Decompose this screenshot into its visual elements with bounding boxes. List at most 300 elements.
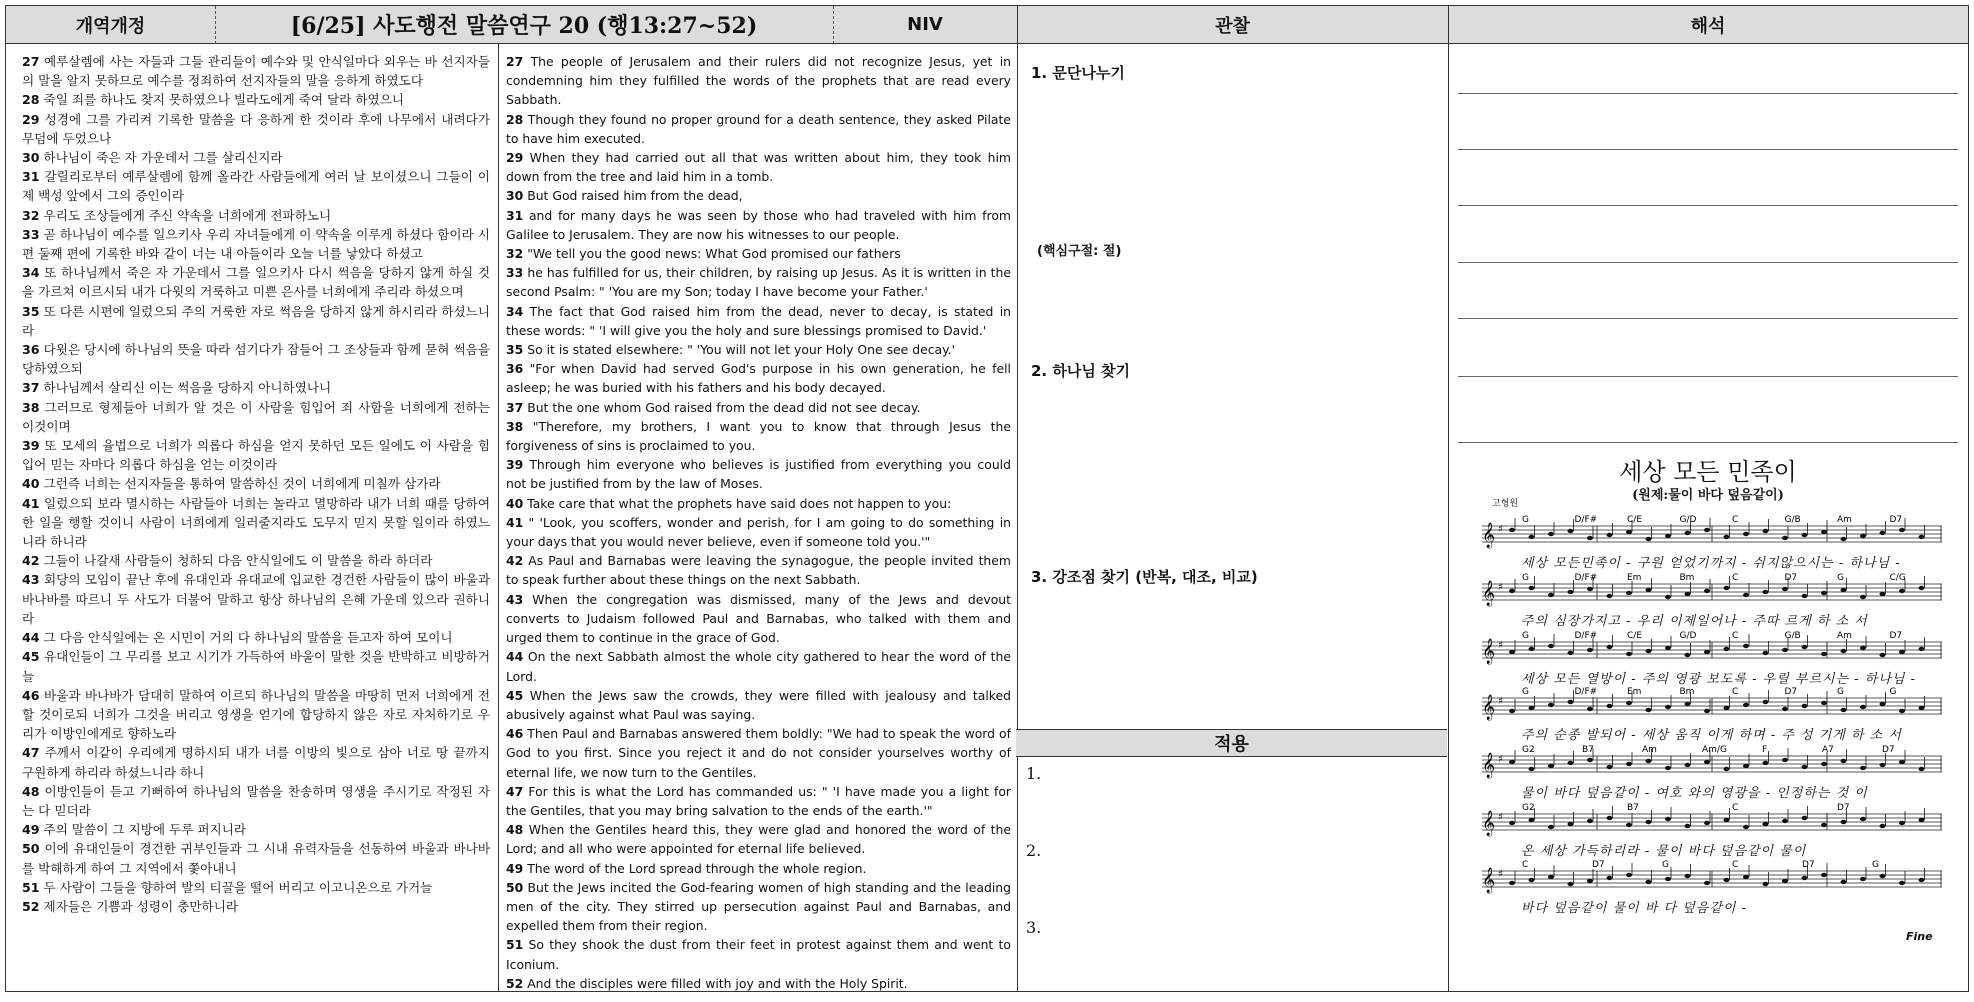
- verse-number: 27: [506, 54, 524, 69]
- interpret-line: [1458, 205, 1958, 206]
- sharp-icon: ♯: [1498, 812, 1503, 823]
- chord-symbol: G2: [1522, 803, 1535, 813]
- chord-symbol: C/E: [1627, 515, 1643, 525]
- verse-text: When they had carried out all that was written about him, they took him down from the tree and laid him in a tomb.: [506, 150, 1011, 185]
- observe-item-1: 1. 문단나누기: [1031, 64, 1125, 82]
- note: [1587, 648, 1593, 652]
- song-composer: 고형원: [1492, 499, 1519, 509]
- note: [1665, 534, 1671, 538]
- verse-text: 유대인들이 그 무리를 보고 시기가 가득하여 바울이 말한 것을 반박하고 비방하거늘: [22, 649, 490, 684]
- note: [1821, 591, 1827, 595]
- chord-symbol: D7: [1837, 803, 1850, 813]
- note: [1899, 589, 1905, 593]
- chord-symbol: G/D: [1679, 631, 1697, 641]
- verse-text: But the Jews incited the God-fearing women of high standing and the leading men of the city. They stirred up persecution against Paul and Barnabas, and expelled them from their region.: [506, 879, 1011, 934]
- ko-verse-40: [22, 474, 490, 493]
- verse-number: 38: [506, 418, 524, 434]
- sharp-icon: ♯: [1498, 524, 1503, 535]
- song-title: 세상 모든 민족이: [1619, 458, 1797, 486]
- note: [1899, 760, 1905, 764]
- apply-item-2: 2.: [1026, 841, 1042, 860]
- verse-number: 47: [22, 745, 40, 761]
- note: [1802, 816, 1808, 820]
- note: [1665, 595, 1671, 599]
- verse-number: 34: [22, 265, 40, 281]
- chord-symbol: D/F#: [1574, 631, 1598, 641]
- en-verse-46: [506, 724, 1011, 782]
- note: [1665, 705, 1671, 709]
- note: [1529, 818, 1535, 822]
- note: [1626, 591, 1632, 595]
- en-verse-49: [506, 859, 1011, 878]
- verse-text: 일렀으되 보라 멸시하는 사람들아 너희는 놀라고 멸망하라 내가 너희 때를 당하여 한 일을 행할 것이니 사람이 너희에게 일러줄지라도 도무지 믿지 못할 일이라 하였느니라 하니라: [22, 495, 490, 550]
- ko-verse-43: [22, 570, 490, 628]
- verse-number: 29: [506, 150, 524, 166]
- verse-number: 28: [506, 111, 524, 127]
- note: [1646, 708, 1652, 712]
- verse-number: 39: [22, 438, 40, 454]
- note: [1685, 702, 1691, 706]
- en-verse-48: [506, 820, 1011, 858]
- ko-verse-37: [22, 378, 490, 397]
- verse-number: 35: [506, 342, 524, 358]
- verse-number: 37: [506, 399, 524, 415]
- verse-text: 제자들은 기쁨과 성령이 충만하니라: [43, 898, 239, 914]
- note: [1646, 820, 1652, 824]
- note: [1607, 533, 1613, 537]
- note: [1607, 816, 1613, 820]
- verse-number: 38: [22, 399, 40, 415]
- note: [1704, 821, 1710, 825]
- note: [1919, 818, 1925, 822]
- verse-number: 52: [506, 975, 524, 991]
- note: [1860, 705, 1866, 709]
- note: [1743, 764, 1749, 768]
- verse-text: 두 사람이 그들을 향하여 발의 티끌을 떨어 버리고 이고니온으로 가거늘: [43, 879, 433, 895]
- ko-verse-45: [22, 647, 490, 685]
- note: [1724, 535, 1730, 539]
- verse-text: When the Gentiles heard this, they were glad and honored the word of the Lord; and all who were appointed for eternal life believed.: [506, 822, 1011, 857]
- note: [1841, 649, 1847, 653]
- verse-number: 42: [506, 553, 524, 569]
- ko-verse-33: [22, 225, 490, 263]
- note: [1568, 651, 1574, 655]
- treble-clef-icon: 𝄞: [1482, 868, 1496, 893]
- chord-symbol: D/F#: [1574, 687, 1598, 697]
- note: [1880, 874, 1886, 878]
- ko-verse-50: [22, 839, 490, 877]
- verse-number: 36: [22, 342, 40, 358]
- sharp-icon: ♯: [1498, 869, 1503, 880]
- note: [1626, 762, 1632, 766]
- note: [1743, 593, 1749, 597]
- note: [1665, 766, 1671, 770]
- verse-number: 30: [22, 150, 40, 166]
- en-verse-38: [506, 417, 1011, 455]
- en-verse-28: [506, 110, 1011, 148]
- note: [1802, 765, 1808, 769]
- verse-number: 49: [506, 860, 524, 876]
- note: [1782, 758, 1788, 762]
- verse-text: When the Jews saw the crowds, they were filled with jealousy and talked abusively against what Paul was saying.: [506, 687, 1011, 722]
- chord-symbol: D7: [1592, 860, 1605, 870]
- verse-number: 40: [506, 495, 524, 511]
- chord-symbol: C: [1522, 860, 1529, 870]
- note: [1821, 530, 1827, 534]
- verse-text: But God raised him from the dead,: [527, 188, 743, 204]
- note: [1509, 760, 1515, 764]
- note: [1743, 875, 1749, 879]
- note: [1607, 765, 1613, 769]
- note: [1899, 650, 1905, 654]
- note: [1704, 881, 1710, 885]
- note: [1802, 533, 1808, 537]
- note: [1646, 759, 1652, 763]
- note: [1607, 876, 1613, 880]
- chord-symbol: G2: [1522, 745, 1535, 755]
- verse-text: The fact that God raised him from the dead, never to decay, is stated in these words: " 'I will give you the holy and sure blessings promised to David.': [506, 303, 1011, 338]
- note: [1646, 588, 1652, 592]
- apply-item-1: 1.: [1026, 764, 1042, 783]
- treble-clef-icon: 𝄞: [1482, 753, 1496, 778]
- note: [1509, 881, 1515, 885]
- verse-number: 35: [22, 303, 40, 319]
- verse-text: 이방인들이 듣고 기뻐하여 하나님의 말씀을 찬송하며 영생을 주시기로 작정된 자는 다 믿더라: [22, 783, 490, 818]
- verse-number: 40: [22, 476, 40, 492]
- verse-text: " 'Look, you scoffers, wonder and perish, for I am going to do something in your days that you would never believe, even if someone told you.'": [506, 514, 1011, 550]
- note: [1626, 873, 1632, 877]
- verse-text: When the congregation was dismissed, many of the Jews and devout converts to Judaism followed Paul and Barnabas, who talked with them and urged them to continue in the grace of God.: [506, 591, 1011, 646]
- verse-number: 41: [22, 495, 40, 511]
- staff: [1482, 515, 1942, 548]
- lyric-line: 바다 덮음같이 물이 바 다 덮음같이 -: [1521, 901, 1747, 916]
- ko-verse-39: [22, 436, 490, 474]
- fine-mark: Fine: [1906, 930, 1933, 943]
- apply-header: 적용: [1016, 729, 1447, 757]
- note: [1704, 650, 1710, 654]
- lyric-line: 주의 순종 발되어 - 세상 움직 이게 하며 - 주 성 기게 하 소 서: [1521, 728, 1902, 743]
- verse-text: 이에 유대인들이 경건한 귀부인들과 그 시내 유력자들을 선동하여 바울과 바나바를 박해하게 하여 그 지역에서 쫓아내니: [22, 841, 490, 876]
- en-verse-37: [506, 398, 1011, 417]
- ko-verse-41: [22, 494, 490, 552]
- ko-verse-27: [22, 52, 490, 90]
- note: [1919, 878, 1925, 882]
- verse-number: 33: [22, 226, 40, 242]
- verse-text: 바울과 바나바가 담대히 말하여 이르되 하나님의 말씀을 마땅히 먼저 너희에게 전할 것이로되 너희가 그것을 버리고 영생을 얻기에 합당하지 않은 자로 자처하기로 우리가 이방인에게로 향하노라: [22, 687, 490, 742]
- ko-verse-32: [22, 206, 490, 225]
- note: [1782, 536, 1788, 540]
- note: [1899, 528, 1905, 532]
- ko-verse-52: [22, 897, 490, 916]
- header-observe: 관찰: [1017, 6, 1448, 44]
- verse-number: 32: [506, 246, 524, 262]
- note: [1802, 645, 1808, 649]
- ko-verse-42: [22, 551, 490, 570]
- verse-number: 51: [506, 937, 524, 953]
- chord-symbol: Am/G: [1702, 745, 1727, 755]
- note: [1724, 818, 1730, 822]
- chord-symbol: Am: [1837, 515, 1852, 525]
- chord-symbol: Am: [1837, 631, 1852, 641]
- verse-text: So it is stated elsewhere: " 'You will not let your Holy One see decay.': [527, 342, 956, 358]
- verse-text: 성경에 그를 가리켜 기록한 말씀을 다 응하게 한 것이라 후에 나무에서 내려다가 무덤에 두었으나: [22, 111, 490, 146]
- note: [1724, 878, 1730, 882]
- note: [1568, 529, 1574, 533]
- sharp-icon: ♯: [1498, 754, 1503, 765]
- verse-text: Through him everyone who believes is justified from everything you could not be justified from by the law of Moses.: [506, 457, 1011, 492]
- note: [1724, 767, 1730, 771]
- verse-text: On the next Sabbath almost the whole city gathered to hear the word of the Lord.: [506, 649, 1011, 684]
- ko-verse-36: [22, 340, 490, 378]
- sharp-icon: ♯: [1498, 696, 1503, 707]
- note: [1568, 822, 1574, 826]
- note: [1782, 587, 1788, 591]
- en-verse-30: [506, 186, 1011, 205]
- en-verse-33: [506, 263, 1011, 301]
- note: [1841, 759, 1847, 763]
- en-verse-51: [506, 935, 1011, 973]
- verse-text: 곧 하나님이 예수를 일으키사 우리 자녀들에게 이 약속을 이루게 하셨다 함이라 시편 둘째 편에 기록한 바와 같이 너는 내 아들이라 오늘 너를 낳았다 하셨고: [22, 226, 490, 262]
- verse-text: 그런즉 너희는 선지자들을 통하여 말씀하신 것이 너희에게 미칠까 삼가라: [43, 476, 441, 492]
- treble-clef-icon: 𝄞: [1482, 811, 1496, 836]
- note: [1587, 536, 1593, 540]
- lyric-line: 주의 심장가지고 - 우리 이제일어나 - 주따 르게 하 소 서: [1521, 614, 1868, 629]
- verse-text: 그들이 나갈새 사람들이 청하되 다음 안식일에도 이 말씀을 하라 하더라: [43, 553, 433, 569]
- verse-text: The people of Jerusalem and their rulers did not recognize Jesus, yet in condemning him they fulfilled the words of the prophets that are read every Sabbath.: [506, 54, 1011, 108]
- note: [1509, 650, 1515, 654]
- note: [1568, 882, 1574, 886]
- verse-text: "We tell you the good news: What God promised our fathers: [527, 246, 901, 262]
- header-divider: [833, 6, 834, 44]
- note: [1626, 530, 1632, 534]
- ko-verse-49: [22, 820, 490, 839]
- note: [1568, 590, 1574, 594]
- chord-symbol: B7: [1627, 803, 1639, 813]
- note: [1841, 820, 1847, 824]
- observe-item-2: 2. 하나님 찾기: [1031, 362, 1131, 380]
- verse-text: "For when David had served God's purpose in his own generation, he fell asleep; he was buried with his fathers and his body decayed.: [506, 361, 1011, 396]
- note: [1665, 877, 1671, 881]
- verse-number: 47: [506, 783, 524, 799]
- staff: [1482, 631, 1942, 664]
- chord-symbol: D7: [1802, 860, 1815, 870]
- verse-number: 31: [506, 207, 524, 223]
- verse-number: 43: [22, 572, 40, 588]
- note: [1860, 646, 1866, 650]
- note: [1626, 823, 1632, 827]
- verse-number: 45: [22, 649, 40, 665]
- staff: [1482, 803, 1942, 836]
- verse-text: 하나님께서 살리신 이는 썩음을 당하지 아니하였나니: [43, 380, 332, 396]
- verse-number: 48: [506, 822, 524, 838]
- note: [1880, 653, 1886, 657]
- interpret-line: [1458, 376, 1958, 377]
- note: [1685, 763, 1691, 767]
- verse-number: 37: [22, 380, 40, 396]
- chord-symbol: C: [1732, 687, 1739, 697]
- ko-verse-47: [22, 743, 490, 781]
- verse-number: 43: [506, 591, 524, 607]
- lyric-line: 온 세상 가득하리라 - 물이 바다 덮음같이 물이: [1521, 844, 1807, 859]
- verse-number: 49: [22, 822, 40, 838]
- ko-verse-29: [22, 110, 490, 148]
- en-verse-35: [506, 340, 1011, 359]
- note: [1724, 586, 1730, 590]
- note: [1548, 703, 1554, 707]
- chord-symbol: D7: [1784, 687, 1798, 697]
- chord-symbol: G/B: [1784, 631, 1801, 641]
- chord-symbol: Bm: [1679, 687, 1695, 697]
- note: [1919, 535, 1925, 539]
- observe-item-3: 3. 강조점 찾기 (반복, 대조, 비교): [1031, 568, 1258, 586]
- note: [1763, 651, 1769, 655]
- note: [1763, 822, 1769, 826]
- header-niv: NIV: [833, 6, 1017, 44]
- verse-text: 그 다음 안식일에는 온 시민이 거의 다 하나님의 말씀을 듣고자 하여 모이니: [43, 630, 453, 646]
- verse-text: 갈릴리로부터 예루살렘에 함께 올라간 사람들에게 여러 날 보이셨으니 그들이 이제 백성 앞에서 그의 증인이라: [22, 169, 490, 204]
- chord-symbol: G: [1837, 573, 1844, 583]
- verse-text: The word of the Lord spread through the whole region.: [527, 860, 867, 876]
- note: [1899, 709, 1905, 713]
- chord-symbol: Em: [1627, 687, 1642, 697]
- chord-symbol: C: [1732, 803, 1739, 813]
- chord-symbol: D7: [1889, 515, 1903, 525]
- note: [1548, 825, 1554, 829]
- note: [1626, 701, 1632, 705]
- en-verse-52: [506, 974, 1011, 992]
- chord-symbol: G: [1837, 687, 1844, 697]
- note: [1743, 644, 1749, 648]
- en-verse-43: [506, 590, 1011, 648]
- note: [1724, 647, 1730, 651]
- note: [1899, 821, 1905, 825]
- note: [1607, 594, 1613, 598]
- treble-clef-icon: 𝄞: [1482, 639, 1496, 664]
- verse-text: 죽일 죄를 하나도 찾지 못하였으나 빌라도에게 죽여 달라 하였으니: [43, 92, 405, 108]
- verse-number: 29: [22, 111, 40, 127]
- verse-text: Then Paul and Barnabas answered them boldly: "We had to speak the word of God to you first. Since you reject it and do not consider yourselves worthy of eternal life, we now turn to the Gentiles.: [506, 726, 1011, 780]
- note: [1529, 586, 1535, 590]
- verse-text: Though they found no proper ground for a death sentence, they asked Pilate to have him executed.: [506, 111, 1011, 146]
- lyric-line: 세상 모든 열방이 - 주의 영광 보도록 - 우릴 부르시는 - 하나님 -: [1521, 672, 1916, 687]
- chord-symbol: G: [1662, 860, 1669, 870]
- korean-text-column: [22, 52, 490, 992]
- verse-number: 44: [506, 649, 524, 665]
- interpret-line: [1458, 93, 1958, 94]
- note: [1685, 531, 1691, 535]
- verse-text: Take care that what the prophets have said does not happen to you:: [527, 495, 952, 511]
- note: [1880, 531, 1886, 535]
- note: [1529, 878, 1535, 882]
- chord-symbol: G: [1522, 515, 1529, 525]
- verse-text: he has fulfilled for us, their children, by raising up Jesus. As it is written in the second Psalm: " 'You are my Son; today I have become your Father.': [506, 265, 1011, 300]
- chord-symbol: B7: [1582, 745, 1594, 755]
- verse-text: 우리도 조상들에게 주신 약속을 너희에게 전파하노니: [43, 207, 332, 223]
- chord-symbol: G: [1889, 687, 1897, 697]
- verse-number: 44: [22, 630, 40, 646]
- note: [1802, 876, 1808, 880]
- note: [1509, 821, 1515, 825]
- note: [1782, 819, 1788, 823]
- note: [1802, 594, 1808, 598]
- en-verse-39: [506, 455, 1011, 493]
- treble-clef-icon: 𝄞: [1482, 581, 1496, 606]
- verse-text: 회당의 모임이 끝난 후에 유대인과 유대교에 입교한 경건한 사람들이 많이 바울과 바나바를 따르니 두 사도가 더불어 말하고 항상 하나님의 은혜 가운데 있으라 권하니라: [22, 572, 490, 626]
- ko-verse-30: [22, 148, 490, 167]
- chord-symbol: G: [1872, 860, 1879, 870]
- note: [1665, 646, 1671, 650]
- note: [1743, 825, 1749, 829]
- ko-verse-51: [22, 878, 490, 897]
- en-verse-50: [506, 878, 1011, 936]
- note: [1743, 703, 1749, 707]
- note: [1782, 707, 1788, 711]
- note: [1509, 589, 1515, 593]
- note: [1880, 763, 1886, 767]
- verse-number: 31: [22, 169, 40, 185]
- verse-number: 52: [22, 898, 40, 914]
- note: [1841, 588, 1847, 592]
- en-verse-45: [506, 686, 1011, 724]
- note: [1763, 529, 1769, 533]
- verse-number: 46: [506, 726, 524, 742]
- chord-symbol: G: [1522, 687, 1529, 697]
- note: [1646, 880, 1652, 884]
- interpret-line: [1458, 318, 1958, 319]
- en-verse-34: [506, 302, 1011, 340]
- chord-symbol: D7: [1784, 573, 1798, 583]
- chord-symbol: C: [1732, 631, 1739, 641]
- verse-number: 33: [506, 265, 524, 281]
- ko-verse-31: [22, 167, 490, 205]
- verse-number: 42: [22, 553, 40, 569]
- note: [1841, 880, 1847, 884]
- verse-text: So they shook the dust from their feet in protest against them and went to Iconium.: [506, 937, 1011, 972]
- core-verse-label: (핵심구절: 절): [1037, 244, 1122, 259]
- header-divider: [215, 6, 216, 44]
- verse-number: 30: [506, 188, 524, 204]
- note: [1685, 653, 1691, 657]
- chord-symbol: C: [1732, 515, 1739, 525]
- note: [1880, 592, 1886, 596]
- note: [1821, 701, 1827, 705]
- verse-text: 그러므로 형제들아 너희가 알 것은 이 사람을 힘입어 죄 사함을 너희에게 전하는 이것이며: [22, 399, 490, 434]
- note: [1821, 762, 1827, 766]
- note: [1509, 709, 1515, 713]
- header-title: [6/25] 사도행전 말씀연구 20 (행13:27~52): [215, 6, 833, 44]
- note: [1509, 528, 1515, 532]
- note: [1763, 590, 1769, 594]
- en-verse-44: [506, 647, 1011, 685]
- note: [1685, 824, 1691, 828]
- en-verse-42: [506, 551, 1011, 589]
- note: [1548, 644, 1554, 648]
- interpret-line: [1458, 149, 1958, 150]
- note: [1743, 532, 1749, 536]
- note: [1704, 528, 1710, 532]
- chord-symbol: G/D: [1679, 515, 1697, 525]
- note: [1646, 537, 1652, 541]
- verse-text: 주께서 이같이 우리에게 명하시되 내가 너를 이방의 빛으로 삼아 너로 땅 끝까지 구원하게 하리라 하셨느니라 하니: [22, 745, 490, 780]
- note: [1548, 764, 1554, 768]
- note: [1568, 700, 1574, 704]
- en-verse-36: [506, 359, 1011, 397]
- treble-clef-icon: 𝄞: [1482, 523, 1496, 548]
- en-verse-40: [506, 494, 1011, 513]
- note: [1782, 648, 1788, 652]
- verse-number: 39: [506, 457, 524, 473]
- lyric-line: 세상 모든민족이 - 구원 얻었기까지 - 쉬지않으시는 - 하나님 -: [1521, 556, 1901, 571]
